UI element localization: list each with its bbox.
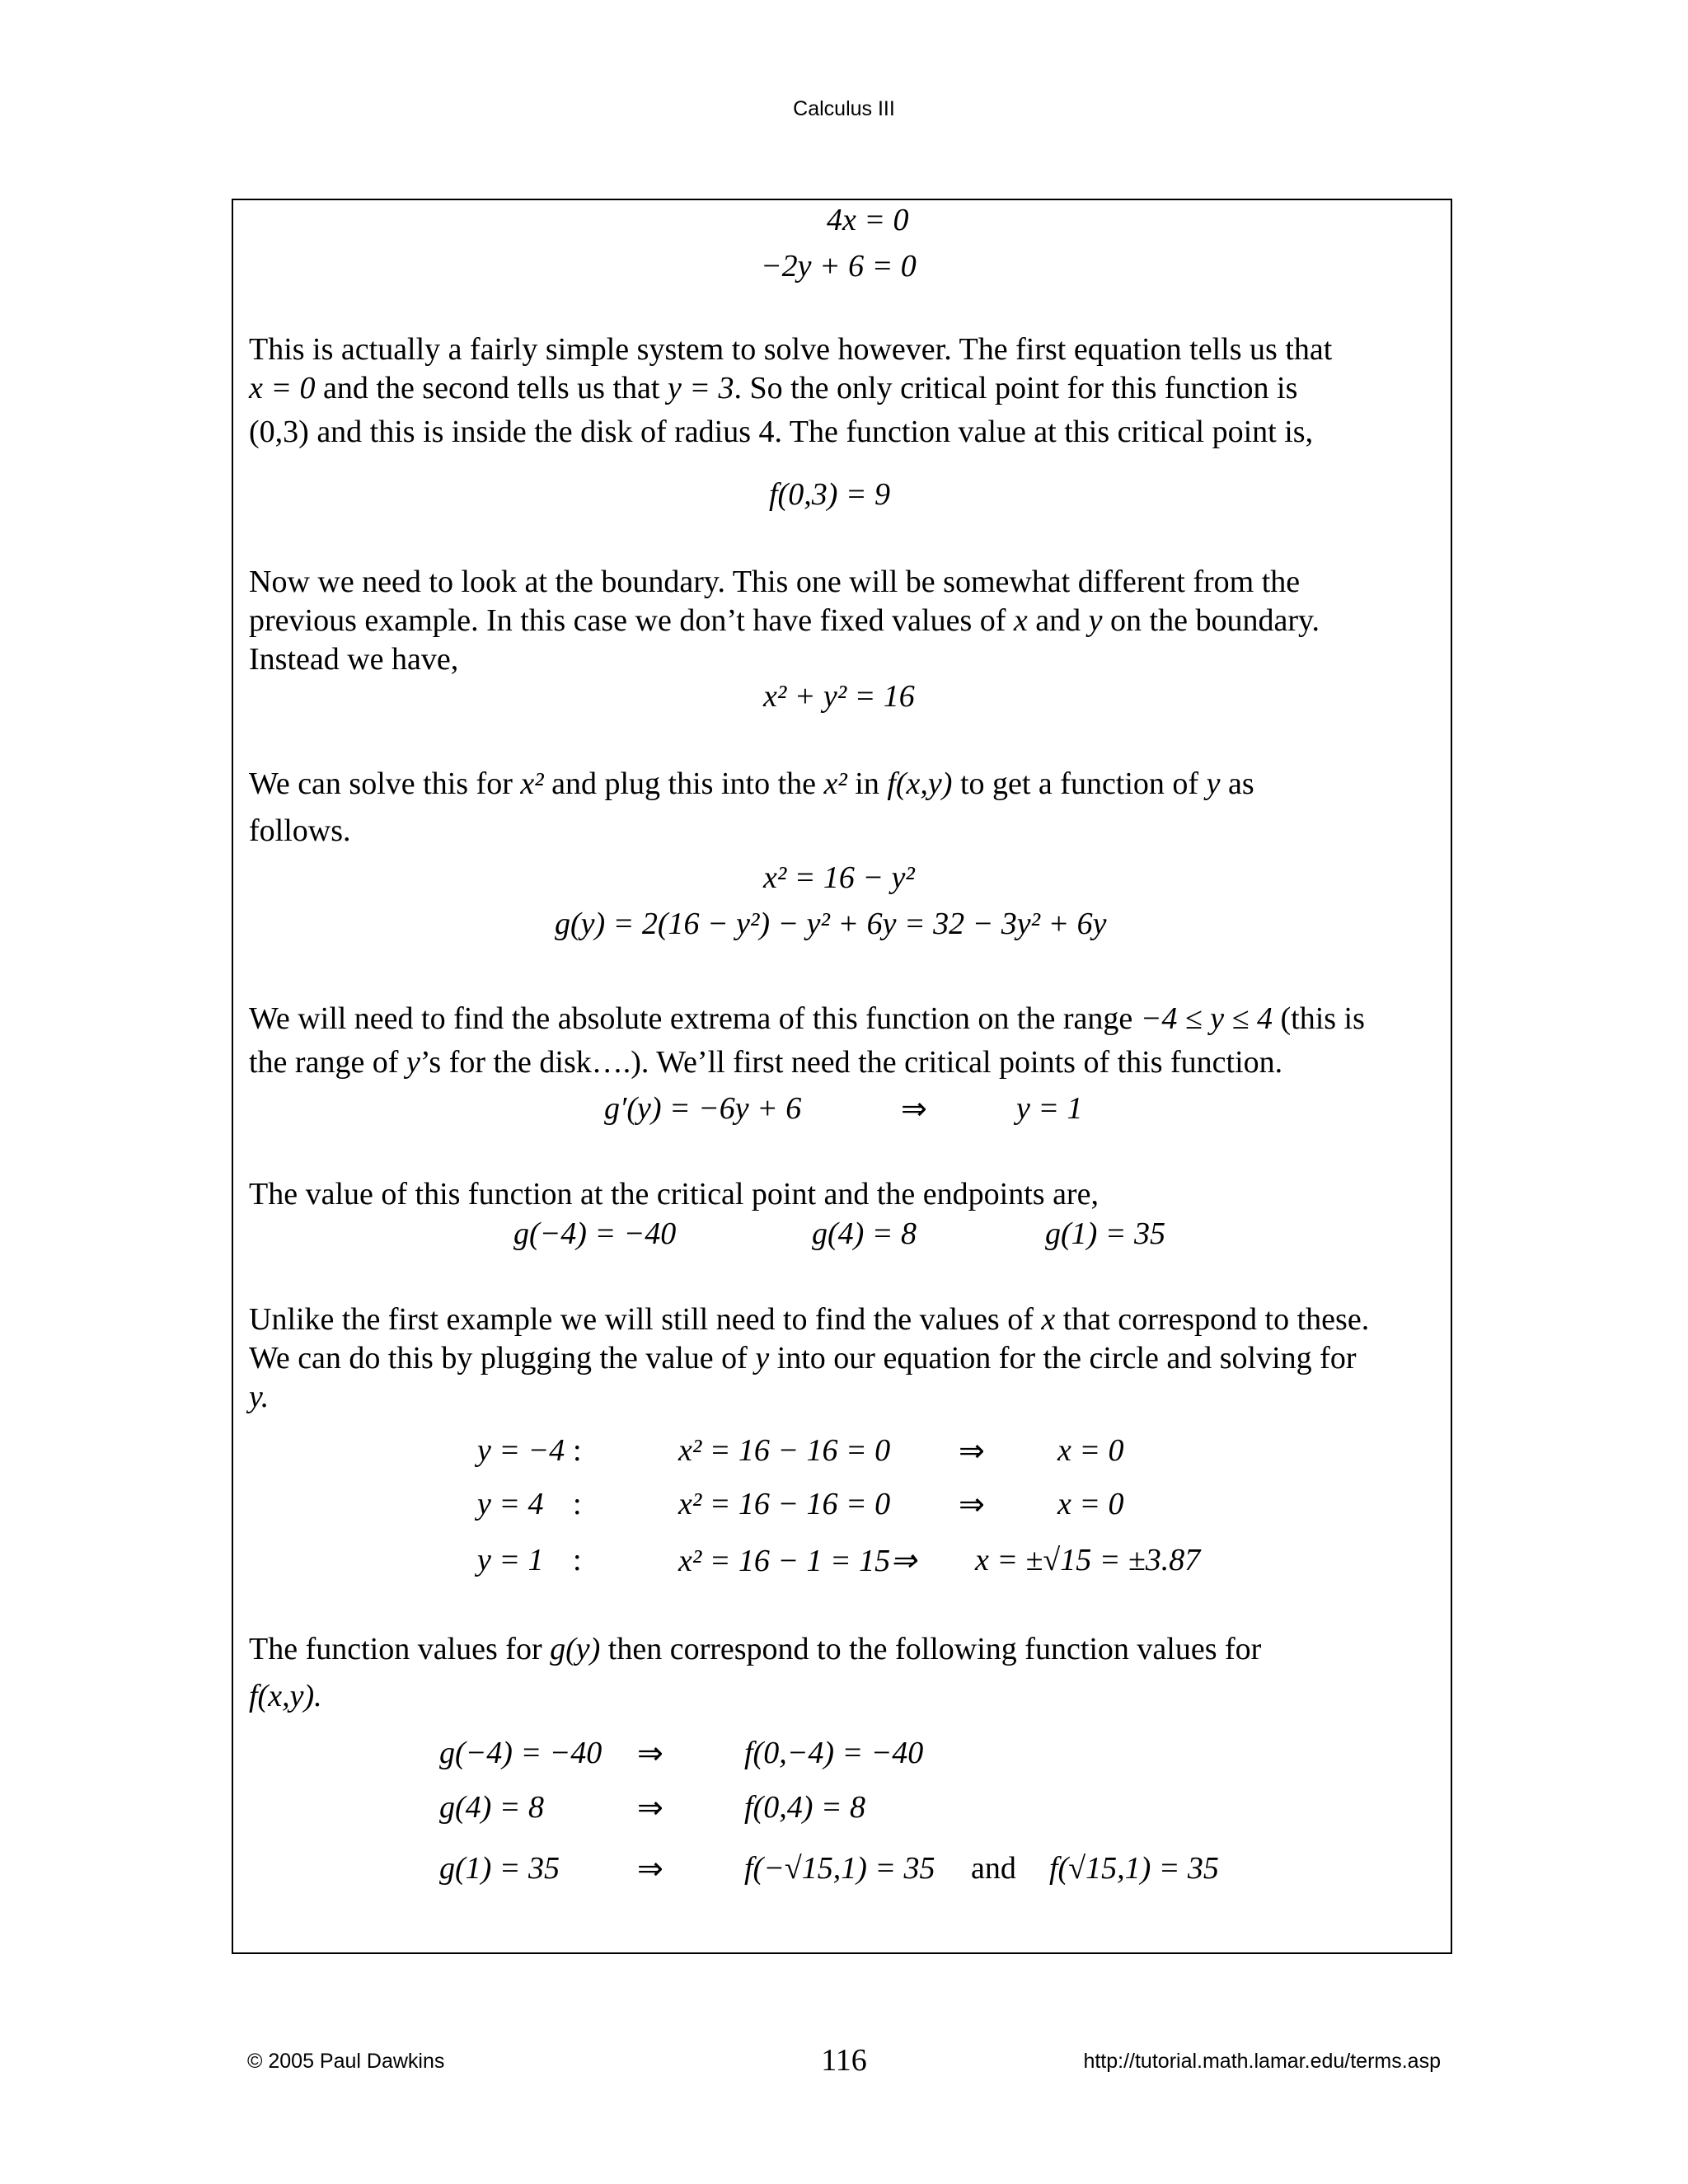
table2-arrow-cell: ⇒ bbox=[637, 1852, 663, 1886]
table2-f2-cell: f(√15,1) = 35 bbox=[1049, 1851, 1219, 1886]
equation-4x: 4x = 0 bbox=[827, 203, 909, 237]
text-span: The function values for bbox=[249, 1632, 542, 1666]
math-x: x bbox=[1013, 603, 1028, 638]
paragraph-extrema bbox=[249, 1000, 1444, 1082]
text-line: follows. bbox=[249, 813, 351, 848]
table1-colon-cell: : bbox=[573, 1487, 582, 1521]
math-gy: g(y) bbox=[550, 1632, 601, 1666]
text-line bbox=[249, 1000, 1444, 1038]
equation-g4: g(4) = 8 bbox=[812, 1216, 917, 1251]
equation-g1: g(1) = 35 bbox=[1045, 1216, 1165, 1251]
text-line bbox=[249, 1630, 1444, 1669]
text-span: We can do this by plugging the value of bbox=[249, 1341, 748, 1376]
table1-x-cell: x = 0 bbox=[1057, 1433, 1124, 1468]
table1-x-cell: x = ±√15 = ±3.87 bbox=[975, 1543, 1201, 1577]
text-span: and plug this into the bbox=[551, 766, 816, 801]
text-line: y. bbox=[249, 1380, 270, 1414]
implies-arrow: ⇒ bbox=[901, 1092, 927, 1127]
page-number: 116 bbox=[821, 2043, 867, 2078]
paragraph-values: The value of this function at the critical point and the endpoints are, bbox=[249, 1177, 1099, 1212]
text-line bbox=[249, 602, 1444, 640]
equation-x2: x² = 16 − y² bbox=[763, 860, 915, 895]
paragraph-boundary bbox=[249, 563, 1444, 679]
page-header: Calculus III bbox=[793, 97, 895, 120]
table2-arrow-cell: ⇒ bbox=[637, 1736, 663, 1771]
text-span: that correspond to these. bbox=[1062, 1302, 1370, 1337]
table2-f-cell: f(0,4) = 8 bbox=[744, 1790, 866, 1825]
text-span: previous example. In this case we don’t have fixed values of bbox=[249, 603, 1006, 638]
table1-eq-cell: x² = 16 − 1 = 15⇒ bbox=[678, 1544, 917, 1578]
math-x2: x² bbox=[520, 766, 544, 801]
text-span: We will need to find the absolute extrema of this function on the range bbox=[249, 1001, 1133, 1036]
math-y: y bbox=[1206, 766, 1221, 801]
equation-g: g(y) = 2(16 − y²) − y² + 6y = 32 − 3y² + 6y bbox=[555, 907, 1107, 941]
math-fxy: f(x,y) bbox=[887, 766, 953, 801]
example-box bbox=[232, 199, 1452, 1954]
math-y: y bbox=[755, 1341, 770, 1376]
math-y: y bbox=[406, 1045, 420, 1080]
table2-g-cell: g(1) = 35 bbox=[439, 1851, 560, 1886]
text-line bbox=[249, 765, 1444, 804]
text-span: . So the only critical point for this function is bbox=[734, 371, 1298, 405]
table1-y-cell: y = −4 bbox=[477, 1433, 565, 1468]
paragraph-solve bbox=[249, 765, 1444, 851]
text-span: then correspond to the following function values for bbox=[607, 1632, 1262, 1666]
text-span: Unlike the first example we will still need to find the values of bbox=[249, 1302, 1034, 1337]
paragraph-critical-point bbox=[249, 330, 1444, 452]
text-span: in bbox=[855, 766, 879, 801]
text-line bbox=[249, 1301, 1444, 1339]
text-line: This is actually a fairly simple system to solve however. The first equation tells us that bbox=[249, 332, 1333, 367]
text-span: We can solve this for bbox=[249, 766, 513, 801]
table2-arrow-cell: ⇒ bbox=[637, 1791, 663, 1825]
math-point: (0,3) bbox=[249, 415, 309, 449]
text-span: ’s for the disk….). We’ll first need the critical points of this function. bbox=[420, 1045, 1283, 1080]
equation-2y6: −2y + 6 = 0 bbox=[761, 249, 917, 284]
table2-f-cell: f(0,−4) = −40 bbox=[744, 1736, 924, 1770]
text-span: (this is bbox=[1280, 1001, 1365, 1036]
table1-colon-cell: : bbox=[573, 1543, 582, 1577]
table1-eq-cell: x² = 16 − 16 = 0 bbox=[678, 1433, 891, 1468]
footer-url[interactable]: http://tutorial.math.lamar.edu/terms.asp bbox=[1083, 2050, 1441, 2073]
table1-arrow-cell: ⇒ bbox=[959, 1434, 985, 1469]
equation-gprime: g′(y) = −6y + 6 bbox=[604, 1091, 802, 1126]
table2-and-cell: and bbox=[971, 1851, 1016, 1886]
equation-circle: x² + y² = 16 bbox=[763, 679, 915, 714]
text-span: as bbox=[1227, 766, 1254, 801]
text-line bbox=[249, 1677, 1444, 1716]
text-line bbox=[249, 1043, 1444, 1082]
table1-colon-cell: : bbox=[573, 1433, 582, 1468]
table2-f-cell: f(−√15,1) = 35 bbox=[744, 1851, 935, 1886]
math-fxy: f(x,y). bbox=[249, 1679, 322, 1713]
copyright: © 2005 Paul Dawkins bbox=[247, 2050, 445, 2073]
text-span: into our equation for the circle and solving for bbox=[776, 1341, 1357, 1376]
table2-g-cell: g(4) = 8 bbox=[439, 1790, 544, 1825]
table1-arrow-cell: ⇒ bbox=[959, 1488, 985, 1522]
text-line: Now we need to look at the boundary. This one will be somewhat different from the bbox=[249, 565, 1301, 599]
equation-gm4: g(−4) = −40 bbox=[513, 1216, 677, 1251]
table1-y-cell: y = 1 bbox=[477, 1543, 544, 1577]
math-y3: y = 3 bbox=[667, 371, 734, 405]
text-span: the range of bbox=[249, 1045, 399, 1080]
text-line: Instead we have, bbox=[249, 642, 459, 677]
text-span: and bbox=[1035, 603, 1081, 638]
table1-y-cell: y = 4 bbox=[477, 1487, 544, 1521]
paragraph-function-values bbox=[249, 1630, 1444, 1716]
paragraph-find-x bbox=[249, 1301, 1444, 1417]
text-line bbox=[249, 413, 1444, 452]
text-span: and this is inside the disk of radius 4. The function value at this critical point is, bbox=[316, 415, 1314, 449]
text-span: and the second tells us that bbox=[323, 371, 660, 405]
table2-g-cell: g(−4) = −40 bbox=[439, 1736, 603, 1770]
math-y: y bbox=[1088, 603, 1103, 638]
table1-x-cell: x = 0 bbox=[1057, 1487, 1124, 1521]
equation-y1: y = 1 bbox=[1016, 1091, 1083, 1126]
table1-eq-cell: x² = 16 − 16 = 0 bbox=[678, 1487, 891, 1521]
math-x2: x² bbox=[823, 766, 847, 801]
text-span: to get a function of bbox=[959, 766, 1199, 801]
equation-f03: f(0,3) = 9 bbox=[769, 477, 891, 512]
text-line bbox=[249, 1339, 1444, 1378]
text-line bbox=[249, 369, 1444, 408]
math-range: −4 ≤ y ≤ 4 bbox=[1140, 1001, 1273, 1036]
math-x0: x = 0 bbox=[249, 371, 316, 405]
text-span: on the boundary. bbox=[1110, 603, 1320, 638]
math-x: x bbox=[1041, 1302, 1056, 1337]
